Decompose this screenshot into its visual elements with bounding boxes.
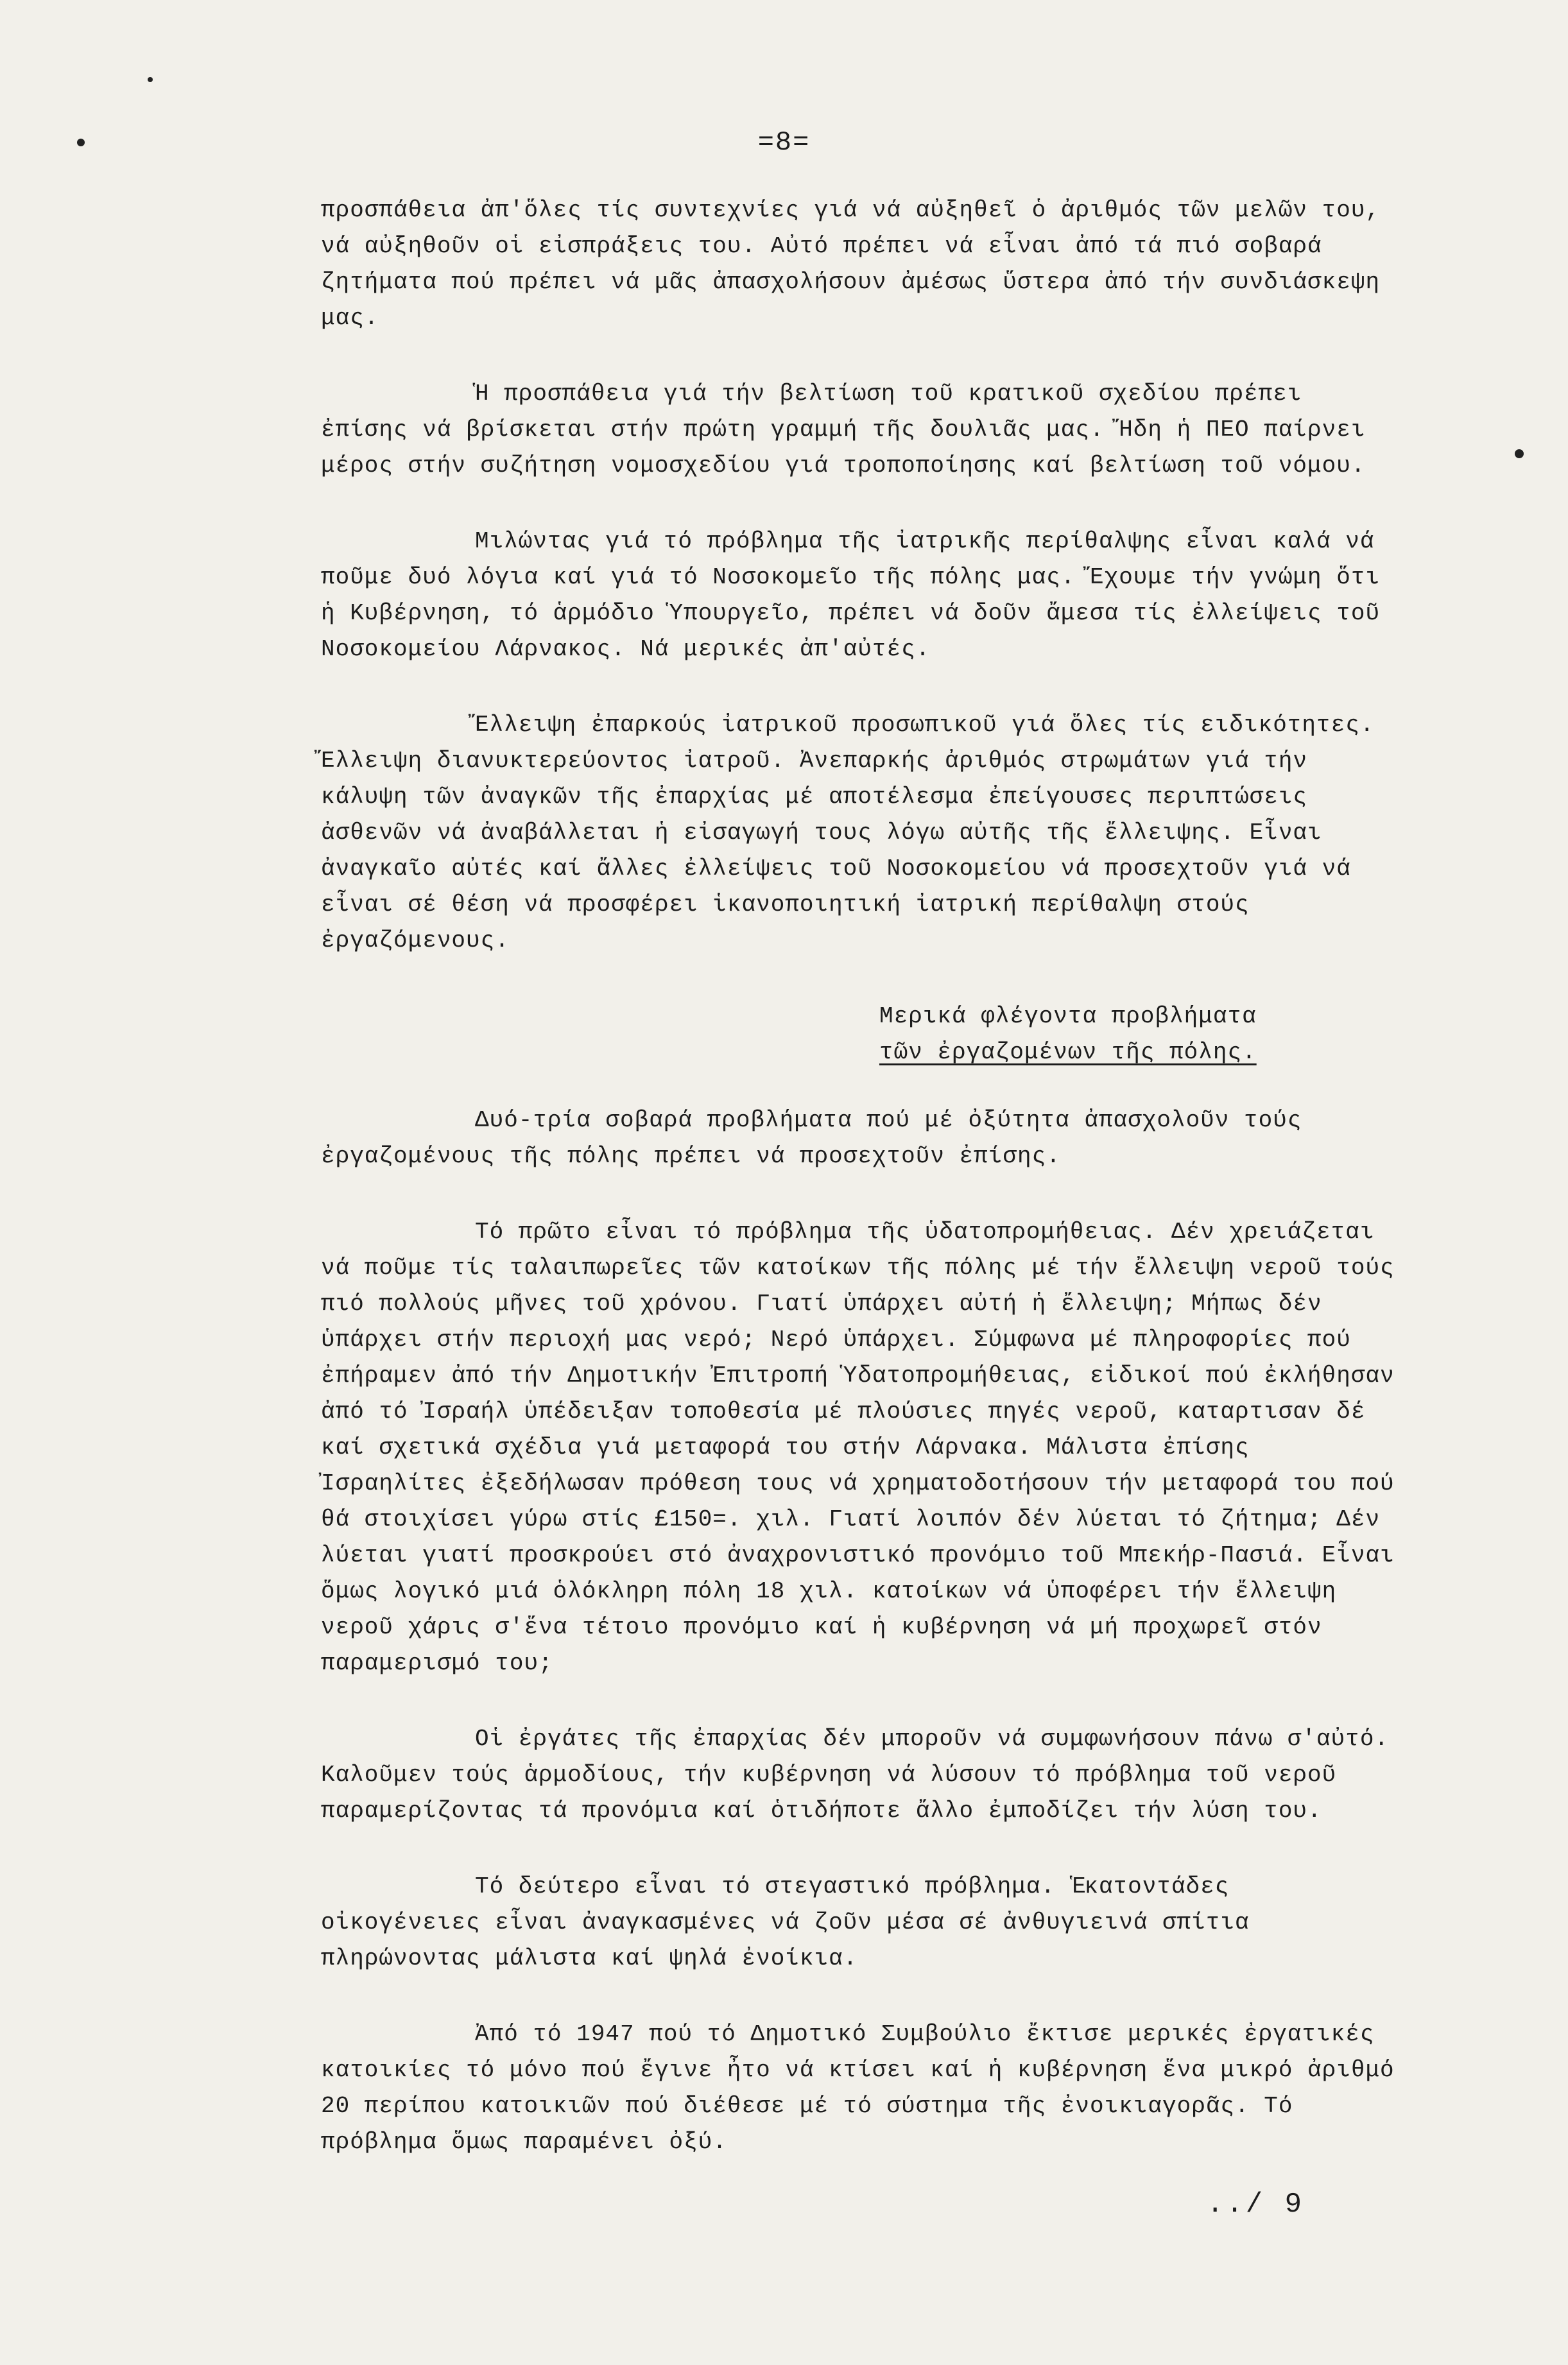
paragraph: Δυό-τρία σοβαρά προβλήματα πού μέ ὀξύτητα ἀπασχολοῦν τούς ἐργαζομένους τῆς πόλης πρέπει νά προσεχτοῦν ἐπίσης. [321, 1107, 1302, 1169]
paragraph: Τό δεύτερο εἶναι τό στεγαστικό πρόβλημα. Ἑκατοντάδες οἰκογένειες εἶναι ἀναγκασμένες νά ζοῦν μέσα σέ ἀνθυγιεινά σπίτια πληρώνοντας μάλιστα καί ψηλά ἐνοίκια. [321, 1873, 1250, 1972]
paragraph: Ἡ προσπάθεια γιά τήν βελτίωση τοῦ κρατικοῦ σχεδίου πρέπει ἐπίσης νά βρίσκεται στήν πρώτη γραμμή τῆς δουλιᾶς μας. Ἤδη ἡ ΠΕΟ παίρνει μέρος στήν συζήτηση νομοσχεδίου γιά τροποποίησης καί βελτίωση τοῦ νόμου. [321, 381, 1366, 479]
paragraph: Ἔλλειψη ἐπαρκούς ἰατρικοῦ προσωπικοῦ γιά ὅλες τίς ειδικότητες. Ἔλλειψη διανυκτερεύοντος ἰατροῦ. Ἀνεπαρκής ἀριθμός στρωμάτων γιά τήν κάλυψη τῶν ἀναγκῶν τῆς ἐπαρχίας μέ αποτέλεσμα ἐπείγουσες περιπτώσεις ἀσθενῶν νά ἀναβάλλεται ἡ εἰσαγωγή τους λόγω αὐτῆς τῆς ἔλλειψης. Εἶναι ἀναγκαῖο αὐτές καί ἄλλες ἐλλείψεις τοῦ Νοσοκομείου νά προσεχτοῦν γιά νά εἶναι σέ θέση νά προσφέρει ἱκανοποιητική ἰατρική περίθαλψη στούς ἐργαζόμενους. [321, 712, 1375, 954]
page-number: =8= [757, 127, 811, 158]
section-heading [879, 999, 1399, 1071]
ink-speck [1515, 449, 1524, 458]
paragraph: Ἀπό τό 1947 πού τό Δημοτικό Συμβούλιο ἔκτισε μερικές ἐργατικές κατοικίες τό μόνο πού ἔγινε ἦτο νά κτίσει καί ἡ κυβέρνηση ἕνα μικρό ἀριθμό 20 περίπου κατοικιῶν πού διέθεσε μέ τό σύστημα τῆς ἐνοικιαγορᾶς. Τό πρόβλημα ὅμως παραμένει ὀξύ. [321, 2021, 1395, 2155]
paragraph: Μιλώντας γιά τό πρόβλημα τῆς ἰατρικῆς περίθαλψης εἶναι καλά νά ποῦμε δυό λόγια καί γιά τό Νοσοκομεῖο τῆς πόλης μας. Ἔχουμε τήν γνώμη ὅτι ἡ Κυβέρνηση, τό ἁρμόδιο Ὑπουργεῖο, πρέπει νά δοῦν ἄμεσα τίς ἐλλείψεις τοῦ Νοσοκομείου Λάρνακος. Νά μερικές ἀπ'αὐτές. [321, 528, 1381, 662]
paragraph: Οἱ ἐργάτες τῆς ἐπαρχίας δέν μποροῦν νά συμφωνήσουν πάνω σ'αὐτό. Καλοῦμεν τούς ἁρμοδίους, τήν κυβέρνηση νά λύσουν τό πρόβλημα τοῦ νεροῦ παραμερίζοντας τά προνόμια καί ὁτιδήποτε ἄλλο ἐμποδίζει τήν λύση του. [321, 1726, 1390, 1824]
ink-speck [148, 77, 153, 82]
paragraph: προσπάθεια ἀπ'ὅλες τίς συντεχνίες γιά νά αὐξηθεῖ ὁ ἀριθμός τῶν μελῶν του, νά αὐξηθοῦν οἱ εἰσπράξεις του. Αὐτό πρέπει νά εἶναι ἀπό τά πιό σοβαρά ζητήματα πού πρέπει νά μᾶς ἀπασχολήσουν ἀμέσως ὕστερα ἀπό τήν συνδιάσκεψη μας. [321, 197, 1381, 331]
section-heading-line-underlined: τῶν ἐργαζομένων τῆς πόλης. [879, 1039, 1257, 1065]
section-heading-line: Μερικά φλέγοντα προβλήματα [879, 1003, 1257, 1029]
document-body [321, 193, 1399, 2200]
paragraph: Τό πρῶτο εἶναι τό πρόβλημα τῆς ὑδατοπρομήθειας. Δέν χρειάζεται νά ποῦμε τίς ταλαιπωρεῖες τῶν κατοίκων τῆς πόλης μέ τήν ἔλλειψη νεροῦ τούς πιό πολλούς μῆνες τοῦ χρόνου. Γιατί ὑπάρχει αὐτή ἡ ἔλλειψη; Μήπως δέν ὑπάρχει στήν περιοχή μας νερό; Νερό ὑπάρχει. Σύμφωνα μέ πληροφορίες πού ἐπήραμεν ἀπό τήν Δημοτικήν Ἐπιτροπή Ὑδατοπρομήθειας, εἰδικοί πού ἐκλήθησαν ἀπό τό Ἰσραήλ ὑπέδειξαν τοποθεσία μέ πλούσιες πηγές νεροῦ, καταρτισαν δέ καί σχετικά σχέδια γιά μεταφορά του στήν Λάρνακα. Μάλιστα ἐπίσης Ἰσραηλίτες ἐξεδήλωσαν πρόθεση τους νά χρηματοδοτήσουν τήν μεταφορά του πού θά στοιχίσει γύρω στίς £150=. χιλ. Γιατί λοιπόν δέν λύεται τό ζήτημα; Δέν λύεται γιατί προσκρούει στό ἀναχρονιστικό προνόμιο τοῦ Μπεκήρ-Πασιά. Εἶναι ὅμως λογικό μιά ὁλόκληρη πόλη 18 χιλ. κατοίκων νά ὑποφέρει τήν ἔλλειψη νεροῦ χάρις σ'ἕνα τέτοιο προνόμιο καί ἡ κυβέρνηση νά μή προχωρεῖ στόν παραμερισμό του; [321, 1219, 1395, 1676]
continuation-marker: ../ 9 [1207, 2189, 1305, 2221]
